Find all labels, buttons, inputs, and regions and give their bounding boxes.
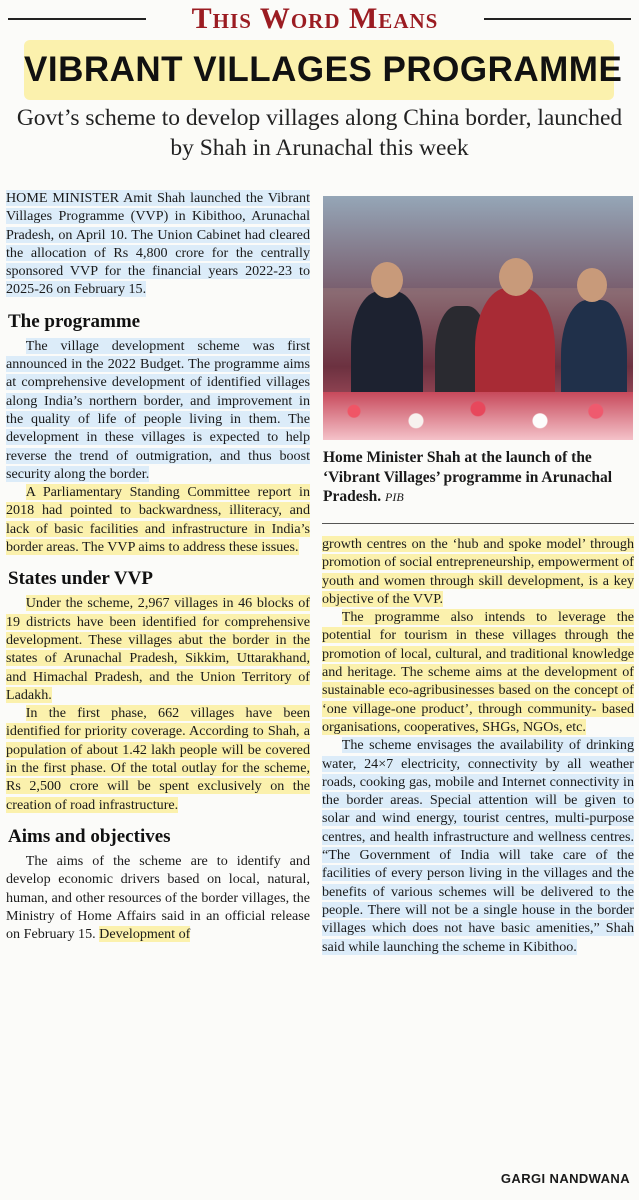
byline: GARGI NANDWANA [500, 1171, 630, 1186]
intro-text: HOME MINISTER Amit Shah launched the Vibrant Villages Programme (VVP) in Kibithoo, Arunachal Pradesh, on April 10. The Union Cabinet had cleared the allocation of Rs 4,800 crore for the centrally sponsored VVP for the financial years 2022-23 to 2025-26 on February 15. [6, 190, 310, 298]
section-heading-programme: The programme [8, 310, 141, 332]
headline: VIBRANT VILLAGES PROGRAMME [24, 40, 614, 100]
header-rule-right [484, 18, 631, 20]
header-rule-left [8, 18, 146, 20]
aims-text-1-highlight: Development of [99, 926, 191, 943]
states-paragraph-2 [6, 704, 310, 814]
aims-text-1-continued: growth centres on the ‘hub and spoke model’ through promotion of social entrepreneurship, empowerment of youth and women through skill development, is a key objective of the VVP. [322, 536, 634, 607]
programme-paragraph-1 [6, 337, 310, 483]
aims-text-1: The aims of the scheme are to identify and develop economic drivers based on local, natural, human, and other resources of the border villages, the Ministry of Home Affairs said in an official release on February 15. [6, 852, 310, 943]
subheadline: Govt’s scheme to develop villages along China border, launched by Shah in Arunachal this week [16, 105, 623, 161]
photo-figure-head [371, 262, 403, 298]
programme-text-2: A Parliamentary Standing Committee report in 2018 had pointed to backwardness, illiteracy, and lack of basic facilities and infrastructure in India’s border areas. The VVP aims to address these issues. [6, 484, 310, 556]
photo-caption [323, 448, 635, 508]
programme-paragraph-2 [6, 483, 310, 556]
caption-divider [322, 523, 634, 524]
photo-figure-head [577, 268, 607, 302]
states-text-2: In the first phase, 662 villages have been identified for priority coverage. According to Shah, a population of about 1.42 lakh people will be covered in the first phase. Of the total outlay for the scheme, Rs 2,500 crore will be spent exclusively on the creation of road infrastructure. [6, 705, 310, 813]
section-heading-aims: Aims and objectives [8, 825, 171, 847]
intro-paragraph [6, 189, 310, 299]
photo-caption-text: Home Minister Shah at the launch of the ‘Vibrant Villages’ programme in Arunachal Pradesh. [323, 449, 613, 505]
states-paragraph-1 [6, 594, 310, 704]
photo-figure-head [499, 258, 533, 296]
programme-text-1: The village development scheme was first announced in the 2022 Budget. The programme aims at comprehensive development of identified villages along India’s northern border, and improvement in the quality of life of people living in them. The development in these villages is expected to help reverse the trend of outmigration, and thus boost security along the border. [6, 337, 310, 482]
photo-credit: PIB [385, 490, 404, 504]
news-photo [323, 196, 633, 440]
states-text-1: Under the scheme, 2,967 villages in 46 blocks of 19 districts have been identified for comprehensive development. These villages abut the border in the states of Arunachal Pradesh, Sikkim, Uttarakhand, and Himachal Pradesh, and the Union Territory of Ladakh. [6, 595, 310, 703]
aims-paragraph-1 [6, 852, 310, 943]
section-heading-states: States under VVP [8, 568, 153, 590]
right-column [322, 535, 634, 956]
aims-paragraph-1-continued [322, 535, 634, 608]
photo-flowers [323, 392, 633, 440]
column-title: This Word Means [191, 2, 439, 35]
aims-text-2: The programme also intends to leverage the potential for tourism in these villages through the promotion of local, cultural, and traditional knowledge and heritage. The scheme aims at the development of sustainable eco-agribusinesses based on the concept of ‘one village-one product’, through community- based organisations, cooperatives, SHGs, NGOs, etc. [322, 609, 634, 735]
aims-paragraph-2 [322, 608, 634, 736]
left-column [6, 189, 310, 943]
column-header [0, 0, 639, 38]
aims-paragraph-3 [322, 736, 634, 956]
aims-text-3: The scheme envisages the availability of drinking water, 24×7 electricity, connectivity by all weather roads, cooking gas, mobile and Internet connectivity in the border areas. Special attention will be given to solar and wind energy, tourist centres, multi-purpose centres, and health infrastructure and wellness centres. “The Government of India will take care of the facilities of every person living in the villages and the benefits of various schemes will be delivered to the people. There will not be a single house in the border villages which does not have basic amenities,” Shah said while launching the scheme in Kibithoo. [322, 737, 634, 955]
